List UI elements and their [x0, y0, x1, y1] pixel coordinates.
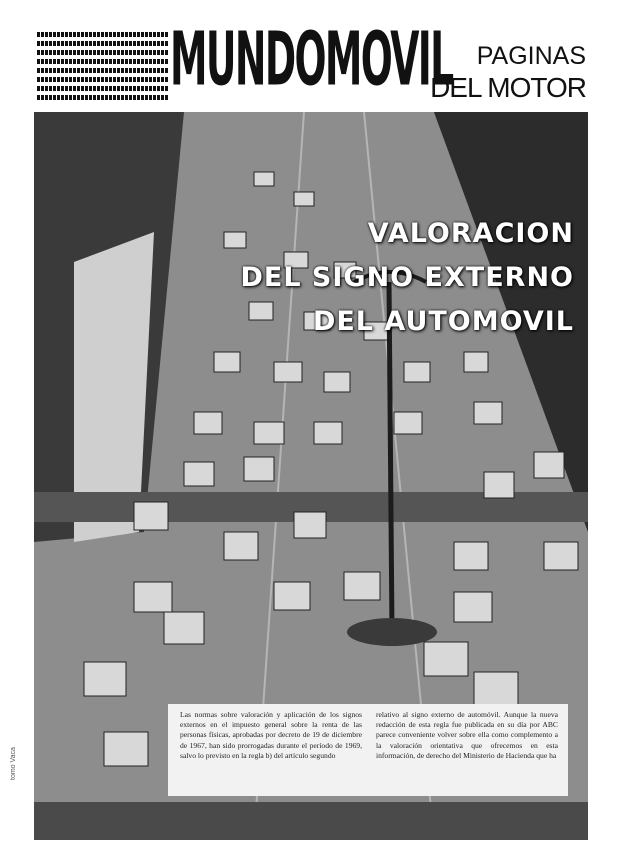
masthead — [0, 0, 620, 110]
article-column-1: Las normas sobre valoración y aplicación de los signos externos en el impuesto general sobre la renta de las personas físicas, aprobadas por decreto de 19 de diciembre de 1967, han sido prorrogadas durante el período de 1969, salvo lo previsto en la regla b) del artículo segundo — [180, 710, 362, 760]
masthead-brand: MUNDOMOVIL — [170, 15, 453, 103]
article-column-2: relativo al signo externo de automóvil. Aunque la nueva redacción de esta regla fue publicada en su día por ABC parece conveniente volver sobre ella como complemento a la valoración orientativa que ofrecemos en esta información, de derecho del Ministerio de Hacienda que ha — [376, 710, 558, 760]
article-text-box — [168, 704, 568, 796]
section-label-paginas: PAGINAS — [476, 42, 586, 70]
photo-credit: tomo Vaca — [10, 747, 17, 780]
article-headline — [240, 212, 574, 344]
headline-line-1: VALORACION — [367, 218, 574, 249]
street-traffic-photo — [34, 112, 588, 840]
headline-line-3: DEL AUTOMOVIL — [312, 306, 574, 337]
masthead-stripe-graphic — [36, 30, 168, 100]
section-label-del-motor: DEL MOTOR — [430, 72, 586, 103]
headline-line-2: DEL SIGNO EXTERNO — [240, 262, 574, 293]
